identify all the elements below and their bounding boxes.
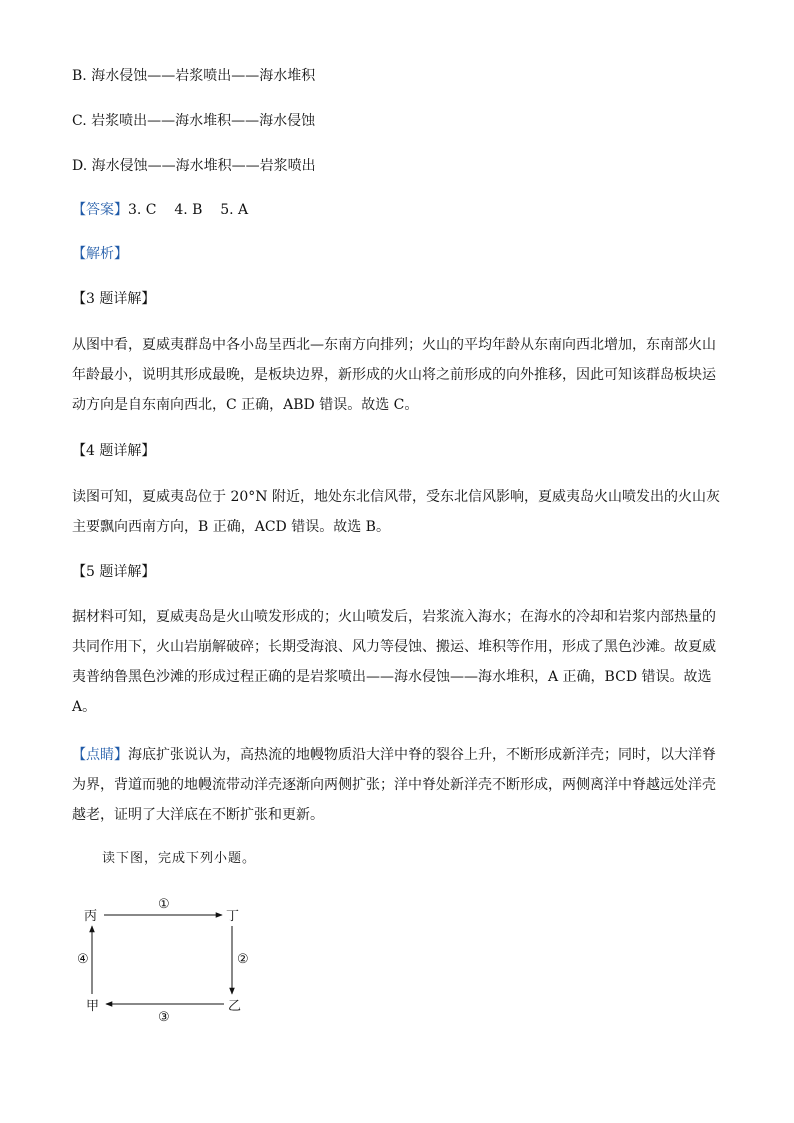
- node-bottom-left: 甲: [86, 999, 100, 1014]
- node-top-right: 丁: [226, 909, 240, 924]
- option-d: D. 海水侵蚀——海水堆积——岩浆喷出: [72, 158, 316, 174]
- cycle-diagram: [77, 888, 260, 1025]
- tip-body: 海底扩张说认为，高热流的地幔物质沿大洋中脊的裂谷上升，不断形成新洋壳；同时，以大洋脊为界，背道而驰的地幔流带动洋壳逐渐向两侧扩张；洋中脊处新洋壳不断形成，两侧离洋中脊越远处洋壳越老，证明了大洋底在不断扩张和更新。: [72, 747, 716, 823]
- node-bottom-right: 乙: [228, 999, 242, 1014]
- label-arrow-right: ②: [237, 952, 249, 967]
- tip-label: 【点睛】: [72, 747, 128, 763]
- answer-label: 【答案】: [72, 202, 128, 218]
- q3-label: 【3 题详解】: [72, 291, 156, 307]
- node-top-left: 丙: [84, 909, 98, 924]
- instruction: 读下图，完成下列小题。: [102, 851, 257, 866]
- tip-paragraph: [72, 740, 724, 830]
- answer-line: [72, 196, 724, 224]
- label-arrow-top: ①: [158, 897, 170, 912]
- option-b: B. 海水侵蚀——岩浆喷出——海水堆积: [72, 68, 316, 84]
- label-arrow-bottom: ③: [158, 1010, 170, 1025]
- analysis-label: 【解析】: [72, 246, 128, 262]
- q3-body: 从图中看，夏威夷群岛中各小岛呈西北—东南方向排列；火山的平均年龄从东南向西北增加，东南部火山年龄最小，说明其形成最晚，是板块边界，新形成的火山将之前形成的向外推移，因此可知该群岛板块运动方向是自东南向西北，C 正确，ABD 错误。故选 C。: [72, 337, 716, 413]
- q5-label: 【5 题详解】: [72, 564, 156, 580]
- answer-text: 3. C 4. B 5. A: [128, 202, 249, 218]
- q4-body: 读图可知，夏威夷岛位于 20°N 附近，地处东北信风带，受东北信风影响，夏威夷岛火山喷发出的火山灰主要飘向西南方向，B 正确，ACD 错误。故选 B。: [72, 489, 720, 535]
- option-c: C. 岩浆喷出——海水堆积——海水侵蚀: [72, 113, 316, 129]
- label-arrow-left: ④: [77, 952, 89, 967]
- q5-body: 据材料可知，夏威夷岛是火山喷发形成的；火山喷发后，岩浆流入海水；在海水的冷却和岩浆内部热量的共同作用下，火山岩崩解破碎；长期受海浪、风力等侵蚀、搬运、堆积等作用，形成了黑色沙滩。故夏威夷普纳鲁黑色沙滩的形成过程正确的是岩浆喷出——海水侵蚀——海水堆积，A 正确，BCD 错误。故选 A。: [72, 609, 716, 715]
- q4-label: 【4 题详解】: [72, 443, 156, 459]
